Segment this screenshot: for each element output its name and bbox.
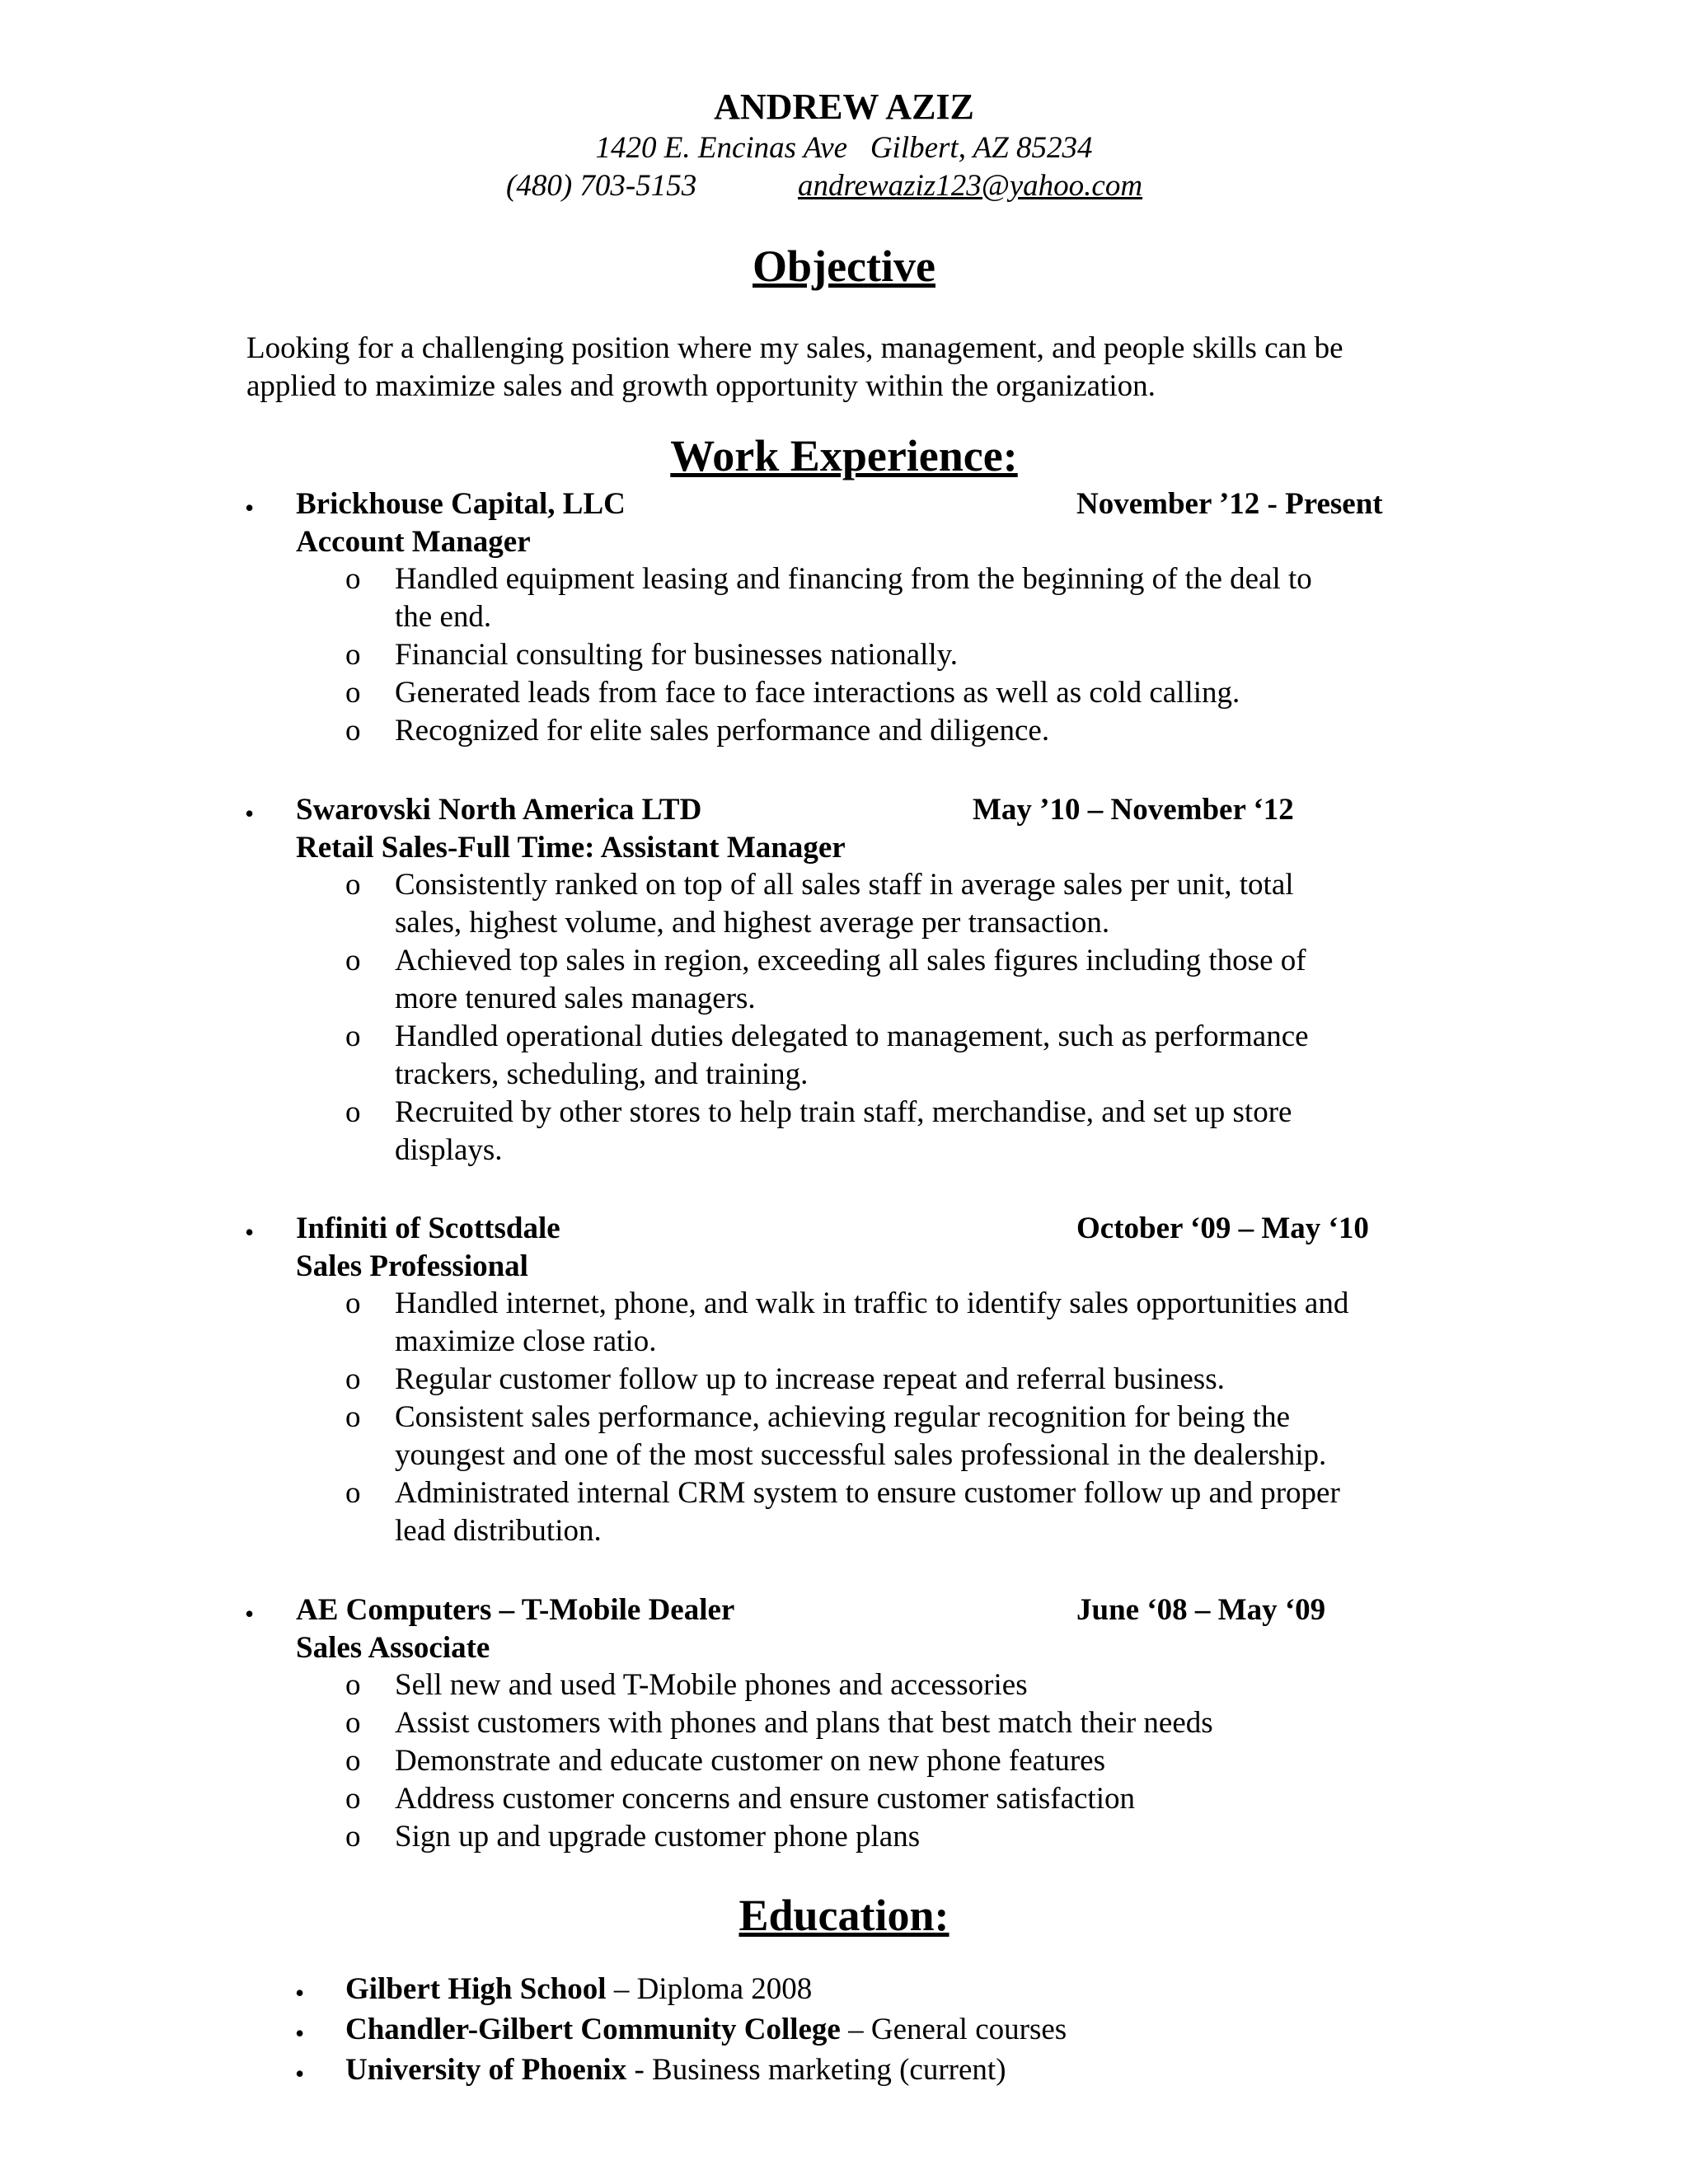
list-item: Consistent sales performance, achieving regular recognition for being the — [395, 1400, 1290, 1434]
list-item: Handled operational duties delegated to management, such as performance — [395, 1019, 1309, 1053]
school-detail: – General courses — [840, 2013, 1067, 2046]
job-dates: June ‘08 – May ‘09 — [1076, 1593, 1326, 1627]
list-marker: o — [345, 562, 361, 596]
list-marker: o — [345, 676, 361, 710]
job-dates: November ’12 - Present — [1076, 487, 1383, 521]
list-marker: o — [345, 1476, 361, 1510]
applicant-name: ANDREW AZIZ — [714, 87, 974, 127]
list-item: Recognized for elite sales performance and diligence. — [395, 714, 1050, 748]
list-item: displays. — [395, 1133, 503, 1167]
list-marker: o — [345, 1286, 361, 1320]
phone-number: (480) 703-5153 — [506, 169, 697, 203]
list-item: the end. — [395, 600, 492, 634]
job-role: Account Manager — [296, 525, 531, 559]
education-bullet: • — [295, 1978, 305, 2008]
list-item: Assist customers with phones and plans that best match their needs — [395, 1706, 1213, 1740]
list-marker: o — [345, 868, 361, 902]
education-bullet: • — [295, 2059, 305, 2088]
list-item: Regular customer follow up to increase repeat and referral business. — [395, 1362, 1225, 1396]
list-marker: o — [345, 1820, 361, 1854]
job-bullet: • — [245, 1217, 255, 1247]
list-item: Address customer concerns and ensure customer satisfaction — [395, 1782, 1135, 1816]
objective-line-1: Looking for a challenging position where my sales, management, and people skills can be — [246, 331, 1343, 365]
address: 1420 E. Encinas Ave Gilbert, AZ 85234 — [595, 131, 1093, 165]
list-item: Handled internet, phone, and walk in traffic to identify sales opportunities and — [395, 1286, 1349, 1320]
list-marker: o — [345, 714, 361, 748]
list-marker: o — [345, 1744, 361, 1778]
list-marker: o — [345, 1706, 361, 1740]
job-role: Sales Professional — [296, 1249, 528, 1283]
job-company: Swarovski North America LTD — [296, 793, 702, 827]
education-item — [345, 2012, 1067, 2047]
education-item — [345, 1971, 812, 2007]
list-item: Financial consulting for businesses nationally. — [395, 638, 959, 672]
school-name: University of Phoenix — [345, 2053, 627, 2087]
education-heading: Education: — [738, 1891, 950, 1940]
school-name: Gilbert High School — [345, 1972, 607, 2006]
job-dates: October ‘09 – May ‘10 — [1076, 1212, 1369, 1245]
job-role: Sales Associate — [296, 1631, 490, 1665]
list-item: Administrated internal CRM system to ensure customer follow up and proper — [395, 1476, 1340, 1510]
list-marker: o — [345, 1019, 361, 1053]
job-bullet: • — [245, 493, 255, 523]
list-item: Achieved top sales in region, exceeding all sales figures including those of — [395, 944, 1306, 977]
list-marker: o — [345, 1095, 361, 1129]
list-item: Generated leads from face to face interactions as well as cold calling. — [395, 676, 1240, 710]
job-company: AE Computers – T-Mobile Dealer — [296, 1593, 735, 1627]
list-item: Demonstrate and educate customer on new phone features — [395, 1744, 1105, 1778]
job-bullet: • — [245, 1599, 255, 1629]
job-company: Infiniti of Scottsdale — [296, 1212, 560, 1245]
list-item: trackers, scheduling, and training. — [395, 1057, 809, 1091]
list-item: youngest and one of the most successful sales professional in the dealership. — [395, 1438, 1327, 1472]
list-item: Sell new and used T-Mobile phones and accessories — [395, 1668, 1028, 1702]
email-link[interactable]: andrewaziz123@yahoo.com — [798, 169, 1143, 203]
job-bullet: • — [245, 799, 255, 828]
list-item: maximize close ratio. — [395, 1324, 657, 1358]
list-item: more tenured sales managers. — [395, 982, 756, 1015]
list-item: Handled equipment leasing and financing from the beginning of the deal to — [395, 562, 1312, 596]
list-item: sales, highest volume, and highest average per transaction. — [395, 906, 1110, 940]
objective-heading: Objective — [753, 241, 935, 291]
education-item — [345, 2052, 1006, 2088]
list-marker: o — [345, 1362, 361, 1396]
list-item: lead distribution. — [395, 1514, 602, 1548]
education-bullet: • — [295, 2018, 305, 2048]
list-marker: o — [345, 638, 361, 672]
list-marker: o — [345, 1782, 361, 1816]
job-company: Brickhouse Capital, LLC — [296, 487, 626, 521]
list-marker: o — [345, 944, 361, 977]
job-role: Retail Sales-Full Time: Assistant Manager — [296, 831, 846, 865]
school-name: Chandler-Gilbert Community College — [345, 2013, 841, 2046]
objective-line-2: applied to maximize sales and growth opportunity within the organization. — [246, 369, 1156, 403]
list-item: Recruited by other stores to help train staff, merchandise, and set up store — [395, 1095, 1292, 1129]
job-dates: May ’10 – November ‘12 — [973, 793, 1294, 827]
list-item: Consistently ranked on top of all sales staff in average sales per unit, total — [395, 868, 1294, 902]
list-marker: o — [345, 1668, 361, 1702]
list-item: Sign up and upgrade customer phone plans — [395, 1820, 921, 1854]
work-experience-heading: Work Experience: — [670, 431, 1018, 480]
school-detail: - Business marketing (current) — [626, 2053, 1006, 2087]
list-marker: o — [345, 1400, 361, 1434]
school-detail: – Diploma 2008 — [606, 1972, 813, 2006]
